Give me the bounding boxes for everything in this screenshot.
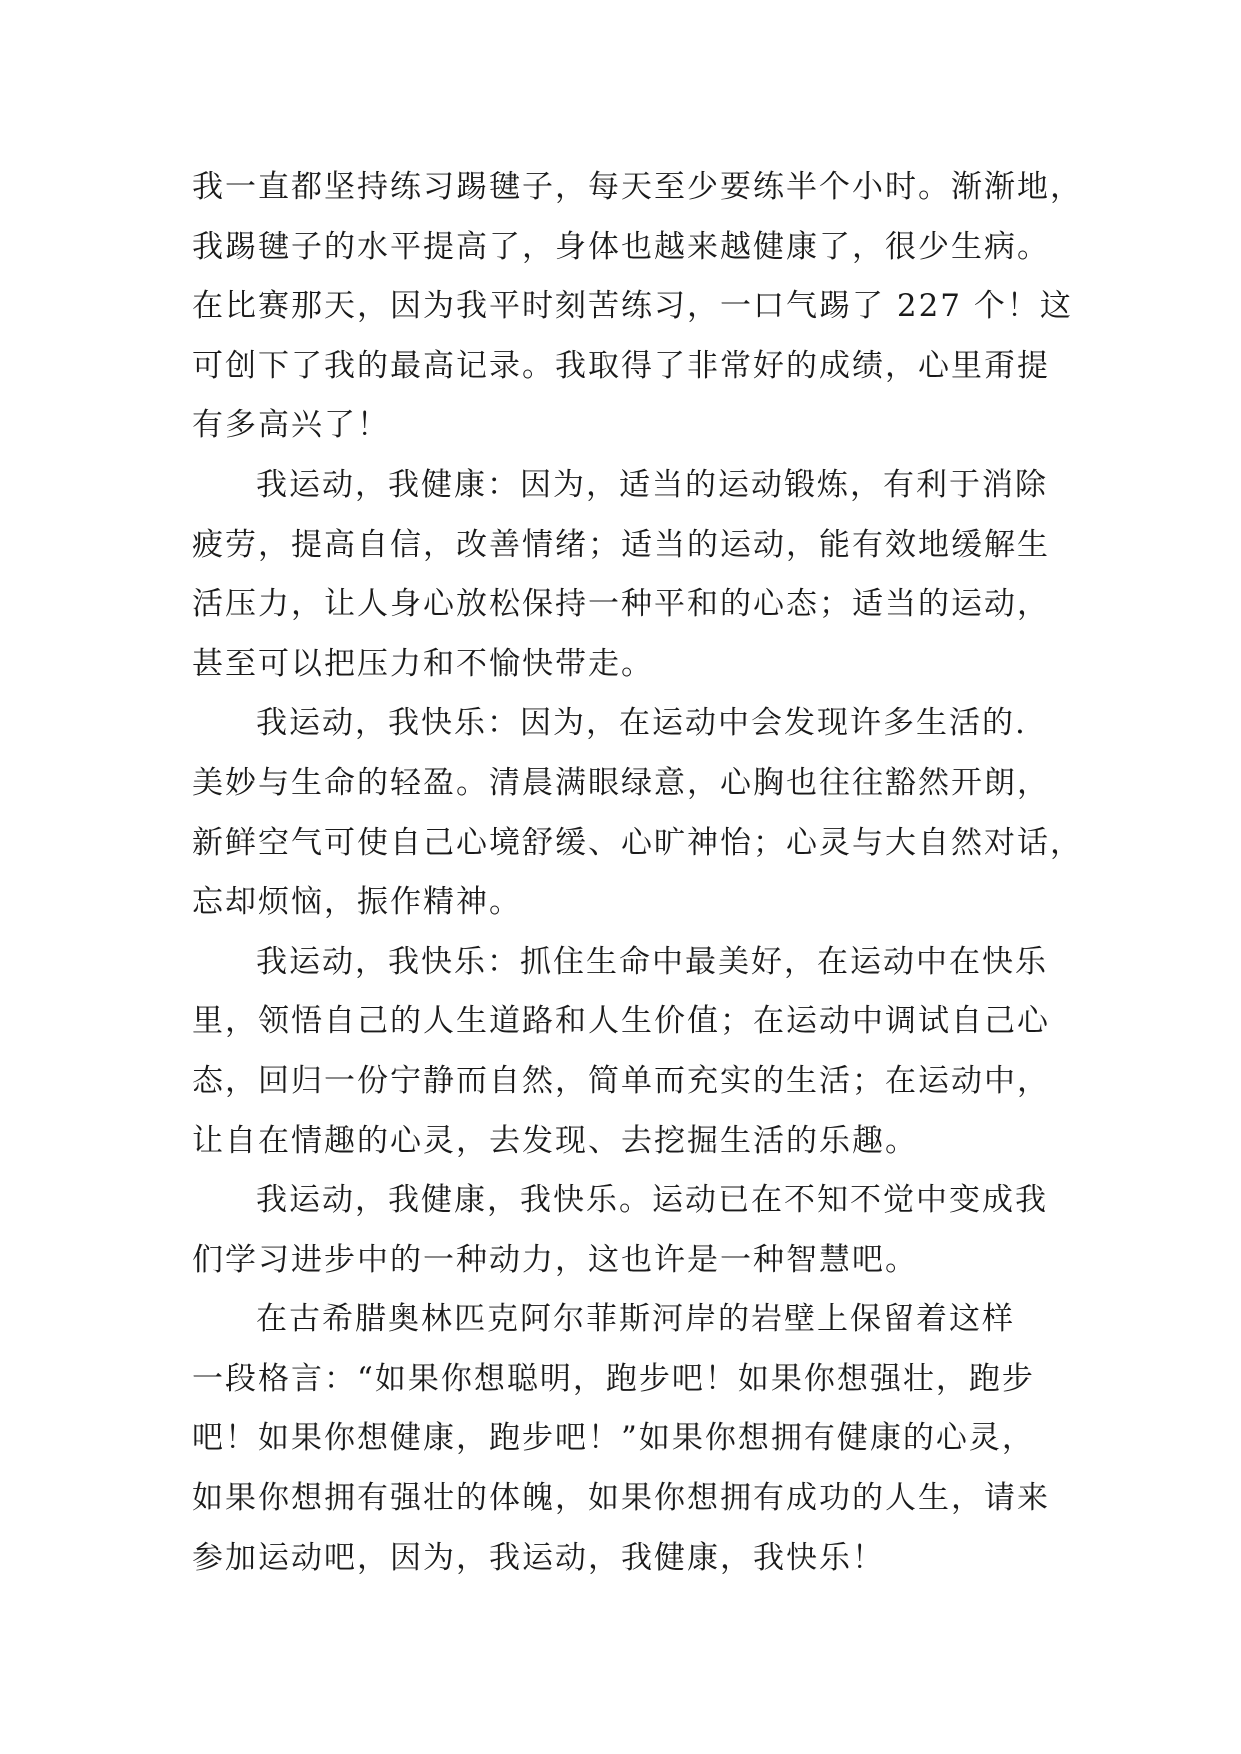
paragraph-start-line: 在古希腊奥林匹克阿尔菲斯河岸的岩壁上保留着这样: [256, 1301, 1015, 1338]
text-line: 甚至可以把压力和不愉快带走。: [192, 645, 654, 682]
text-line: 疲劳，提高自信，改善情绪；适当的运动，能有效地缓解生: [192, 526, 1050, 563]
paragraph-start-line: 我运动，我快乐：因为，在运动中会发现许多生活的.: [256, 705, 1027, 742]
text-line: 有多高兴了！: [192, 407, 390, 444]
text-line: 可创下了我的最高记录。我取得了非常好的成绩，心里甭提: [192, 347, 1050, 384]
text-line: 里，领悟自己的人生道路和人生价值；在运动中调试自己心: [192, 1003, 1050, 1040]
text-line: 一段格言：“如果你想聪明，跑步吧！如果你想强壮，跑步: [192, 1360, 1035, 1397]
text-line: 参加运动吧，因为，我运动，我健康，我快乐！: [192, 1539, 885, 1576]
text-line: 活压力，让人身心放松保持一种平和的心态；适当的运动，: [192, 586, 1050, 623]
paragraph-start-line: 我运动，我健康，我快乐。运动已在不知不觉中变成我: [256, 1182, 1048, 1219]
text-line: 让自在情趣的心灵，去发现、去挖掘生活的乐趣。: [192, 1122, 918, 1159]
text-line: 们学习进步中的一种动力，这也许是一种智慧吧。: [192, 1241, 918, 1278]
text-line: 如果你想拥有强壮的体魄，如果你想拥有成功的人生，请来: [192, 1480, 1050, 1517]
text-line: 美妙与生命的轻盈。清晨满眼绿意，心胸也往往豁然开朗，: [192, 764, 1050, 801]
body-text: [192, 158, 1083, 1588]
paragraph-start-line: 我运动，我健康：因为，适当的运动锻炼，有利于消除: [256, 466, 1048, 503]
text-line: 我一直都坚持练习踢毽子，每天至少要练半个小时。渐渐地，: [192, 169, 1083, 205]
text-line: 我踢毽子的水平提高了，身体也越来越健康了，很少生病。: [192, 228, 1050, 265]
text-line: 态，回归一份宁静而自然，简单而充实的生活；在运动中，: [192, 1062, 1050, 1099]
text-line: 吧！如果你想健康，跑步吧！”如果你想拥有健康的心灵，: [192, 1420, 1035, 1457]
text-line: 新鲜空气可使自己心境舒缓、心旷神怡；心灵与大自然对话，: [192, 824, 1083, 861]
text-line: 忘却烦恼，振作精神。: [192, 884, 522, 921]
paragraph-start-line: 我运动，我快乐：抓住生命中最美好，在运动中在快乐: [256, 943, 1048, 980]
text-line: 在比赛那天，因为我平时刻苦练习，一口气踢了 227 个！这: [192, 288, 1073, 325]
